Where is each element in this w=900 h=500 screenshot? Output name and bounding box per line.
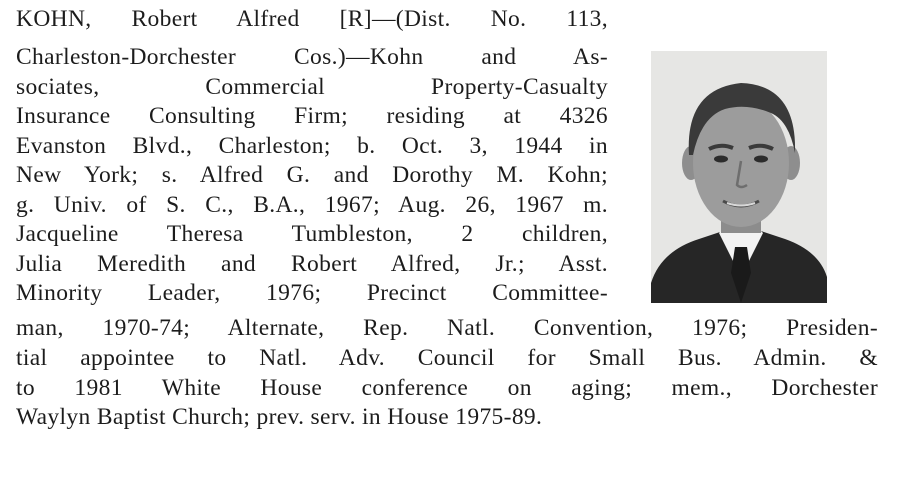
bio-line-11: man, 1970-74; Alternate, Rep. Natl. Convention, 1976; Presiden- bbox=[16, 315, 878, 341]
bio-line-14: Waylyn Baptist Church; prev. serv. in House 1975-89. bbox=[16, 404, 543, 430]
bio-line-12: tial appointee to Natl. Adv. Council for Small Bus. Admin. & bbox=[16, 345, 878, 371]
portrait-illustration bbox=[651, 51, 827, 303]
left-eye bbox=[714, 156, 728, 163]
bio-line-7: g. Univ. of S. C., B.A., 1967; Aug. 26, 1967 m. bbox=[16, 192, 608, 218]
bio-line-9: Julia Meredith and Robert Alfred, Jr.; Asst. bbox=[16, 251, 608, 277]
bio-line-4: Insurance Consulting Firm; residing at 4326 bbox=[16, 103, 608, 129]
bio-line-8: Jacqueline Theresa Tumbleston, 2 children, bbox=[16, 221, 608, 247]
right-eye bbox=[754, 156, 768, 163]
bio-line-1: KOHN, Robert Alfred [R]—(Dist. No. 113, bbox=[16, 6, 608, 32]
bio-line-5: Evanston Blvd., Charleston; b. Oct. 3, 1944 in bbox=[16, 133, 608, 159]
bio-line-6: New York; s. Alfred G. and Dorothy M. Kohn; bbox=[16, 162, 608, 188]
bio-line-13: to 1981 White House conference on aging; mem., Dorchester bbox=[16, 375, 878, 401]
portrait-photo bbox=[651, 51, 827, 303]
bio-line-10: Minority Leader, 1976; Precinct Committee- bbox=[16, 280, 608, 306]
bio-line-2: Charleston-Dorchester Cos.)—Kohn and As- bbox=[16, 44, 608, 70]
bio-line-3: sociates, Commercial Property-Casualty bbox=[16, 74, 608, 100]
